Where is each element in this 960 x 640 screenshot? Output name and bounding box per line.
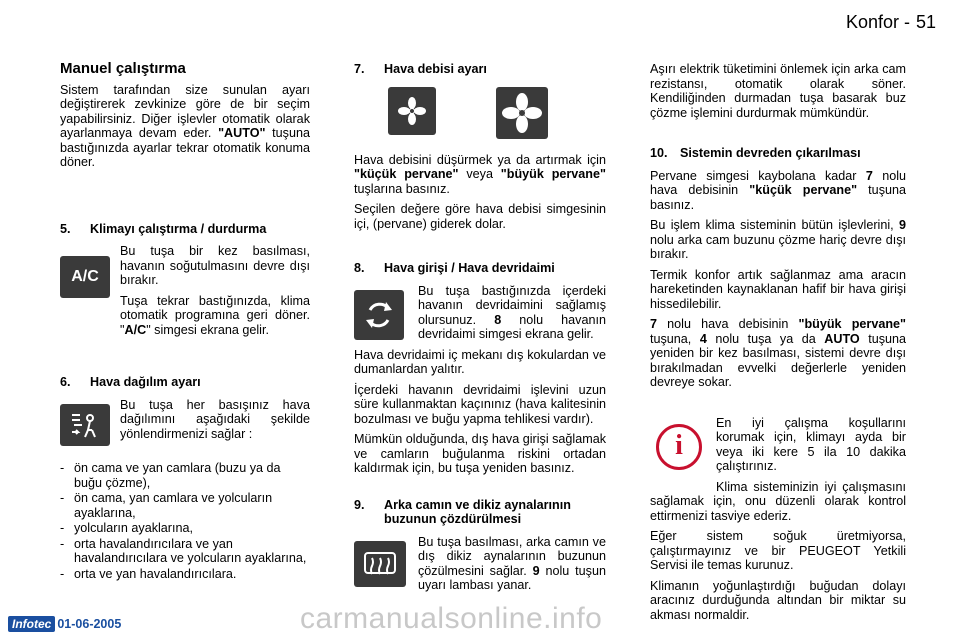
text: " simgesi ekrana gelir. (146, 322, 269, 337)
section-title: Arka camın ve dikiz aynalarının buzunun çözdürülmesi (384, 497, 571, 526)
column-3 (650, 62, 906, 628)
paragraph: Klimanın yoğunlaştırdığı buğudan dolayı aracınız durduğunda altından bir miktar su akması normaldir. (650, 578, 906, 622)
section-7-title (354, 62, 606, 77)
large-fan-label: "büyük pervane" (500, 167, 606, 181)
section-title: Hava girişi / Hava devridaimi (384, 261, 555, 275)
info-icon (656, 424, 702, 470)
text: nolu tuşun uyarı lambası yanar. (418, 563, 606, 592)
paragraph: Mümkün olduğunda, dış hava girişi sağlamak ve camların buğulanma riskini ortadan kaldırmak için, bu tuşa yeniden basınız. (354, 432, 607, 475)
text: veya (458, 167, 501, 181)
info-icon-glyph: i (675, 430, 683, 462)
distribution-list (60, 461, 310, 581)
paragraph: Bu tuşa her basışınız hava dağılımını aşağıdaki şekilde yönlendirmenizi sağlar : (120, 397, 310, 441)
paragraph: Seçilen değere göre hava debisi simgesinin içi, (pervane) giderek dolar. (354, 202, 606, 231)
recirculation-icon (354, 290, 404, 340)
section-5-text (120, 244, 310, 343)
section-heading: Manuel çalıştırma (60, 60, 186, 77)
text: Tuşa tekrar bastığınızda, klima otomatik programına geri döner. " (120, 293, 310, 337)
column-1 (60, 62, 310, 582)
auto-label: "AUTO" (218, 126, 266, 140)
list-item: - ön cama ve yan camlara (buzu ya da buğu çözme), (60, 461, 310, 490)
text: nolu hava debisinin (650, 168, 906, 197)
intro-text: Sistem tarafından size sunulan ayarı değiştirerek zevkinize göre de bir seçim yapabilirsiniz. Diğer işlevler otomatik olarak ayarlanmaya devam eder. (60, 82, 310, 140)
section-number: 6. (60, 375, 71, 389)
text: tuşlarına basınız. (354, 181, 450, 196)
column-2 (354, 62, 606, 599)
large-fan-label: "büyük pervane" (798, 317, 906, 331)
button-number: 4 (699, 331, 707, 346)
paragraph (120, 294, 310, 338)
footer (8, 616, 121, 632)
section-10-title (650, 146, 906, 161)
paragraph: Eğer sistem soğuk üretmiyorsa, çalıştırmayınız ve bir PEUGEOT Yetkili Servisi ile temas kurunuz. (650, 529, 906, 572)
section-5-body (60, 244, 310, 343)
text: Hava debisini düşürmek ya da artırmak için (354, 152, 606, 167)
text: Bu işlem klima sisteminin bütün işlevlerini, (650, 218, 899, 232)
section-number: 9. (354, 497, 365, 512)
button-number: 7 (650, 317, 658, 331)
section-9-text (418, 535, 606, 599)
infotec-logo: Infotec (8, 616, 55, 632)
section-title: Sistemin devreden çıkarılması (680, 146, 861, 160)
text: nolu hava debisinin (657, 317, 799, 331)
section-number: 8. (354, 261, 365, 275)
section-9-title (354, 498, 606, 527)
paragraph: Klima sisteminizin iyi çalışmasını sağlamak için, onu düzenli olarak kontrol ettirmenizi tasviye ederiz. (650, 479, 906, 523)
paragraph: Bu tuşa bir kez basılması, havanın soğutulmasını devre dışı bırakır. (120, 244, 310, 287)
paragraph (650, 169, 906, 213)
paragraph: İçerdeki havanın devridaimi işlevini uzun süre kullanmaktan kaçınınız (hava kalitesinin bozulması ve buğu yapma tehlikesi vardır). (354, 382, 606, 426)
section-6-text (120, 398, 310, 448)
intro-paragraph (60, 83, 310, 170)
small-fan-label: "küçük pervane" (749, 183, 858, 197)
text: nolu havanın devridaimi simgesi ekrana gelir. (418, 312, 606, 341)
button-number: 8 (494, 312, 502, 327)
ac-label: A/C (124, 322, 147, 337)
list-item: - orta ve yan havalandırıcılara. (60, 567, 310, 582)
text: Pervane simgesi kaybolana kadar (650, 168, 866, 183)
paragraph: Aşırı elektrik tüketimini önlemek için arka cam rezistansı, otomatik olarak söner. Kendiliğinden durmadan tuşa basarak buz çözme işlemini durdurmak mümkündür. (650, 62, 906, 120)
ac-icon-label: A/C (71, 267, 99, 285)
small-fan-icon (388, 87, 436, 135)
text: tuşuna yeniden bir kez basılması, sistemi devre dışı bırakılmadan evvelki değerlerle yeniden devreye sokar. (650, 331, 907, 389)
text: tuşuna, (650, 331, 700, 346)
page-number: 51 (915, 12, 936, 32)
fan-buttons (388, 87, 606, 139)
section-6-title (60, 375, 310, 390)
rear-defrost-icon (354, 541, 406, 587)
section-title: Hava debisi ayarı (384, 62, 487, 76)
paragraph (418, 535, 606, 593)
watermark: carmanualsonline.info (300, 602, 603, 635)
section-title: Hava dağılım ayarı (90, 375, 201, 389)
section-number: 10. (650, 146, 668, 160)
large-fan-icon (496, 87, 548, 139)
info-text (716, 416, 906, 480)
ac-button-icon (60, 256, 110, 298)
section-8-text (418, 284, 606, 348)
text: Bu tuşa basılması, arka camın ve dış dikiz aynalarının buzunun çözülmesini sağlar. (418, 534, 606, 578)
text: nolu tuşa ya da (706, 331, 825, 346)
list-item: - orta havalandırıcılara ve yan havalandırıcılara ve yolcuların ayaklarına, (60, 537, 310, 566)
paragraph: Termik konfor artık sağlanmaz ama aracın hareketinden kaynaklanan hafif bir hava girişi hissedilebilir. (650, 267, 906, 311)
section-5-title (60, 222, 310, 237)
paragraph (354, 153, 606, 197)
small-fan-label: "küçük pervane" (354, 167, 459, 181)
section-number: 7. (354, 62, 365, 76)
auto-label: AUTO (824, 331, 860, 346)
section-number: 5. (60, 221, 71, 236)
paragraph: Hava devridaimi iç mekanı dış kokulardan ve dumanlardan yalıtır. (354, 347, 606, 376)
paragraph (650, 218, 906, 262)
page-title: Konfor - (845, 12, 910, 32)
list-item: - yolcuların ayaklarına, (60, 521, 310, 536)
air-distribution-icon (60, 404, 110, 446)
section-8-body (354, 284, 606, 348)
page-header (840, 12, 936, 33)
text: nolu arka cam buzunu çözme hariç devre dışı bırakır. (650, 232, 906, 261)
footer-date: 01-06-2005 (57, 617, 122, 631)
button-number: 9 (532, 563, 540, 578)
paragraph (418, 284, 606, 342)
text: tuşuna basınız. (650, 183, 906, 212)
paragraph (650, 317, 906, 390)
section-title: Klimayı çalıştırma / durdurma (90, 221, 267, 236)
button-number: 7 (865, 168, 873, 183)
text: Bu tuşa bastığınızda içerdeki havanın devridaimini sağlamış olursunuz. (418, 283, 606, 327)
info-box (650, 416, 906, 480)
section-9-body (354, 535, 606, 599)
section-6-body (60, 398, 310, 448)
section-8-title (354, 261, 606, 276)
button-number: 9 (898, 218, 906, 232)
paragraph: En iyi çalışma koşullarını korumak için, klimayı ayda bir veya iki kere 5 ila 10 dakika çalıştırınız. (716, 415, 906, 473)
list-item: - ön cama, yan camlara ve yolcuların ayaklarına, (60, 491, 310, 520)
intro-text-end: tuşuna bastığınızda ayarlar tekrar otomatik konuma döner. (60, 126, 310, 169)
